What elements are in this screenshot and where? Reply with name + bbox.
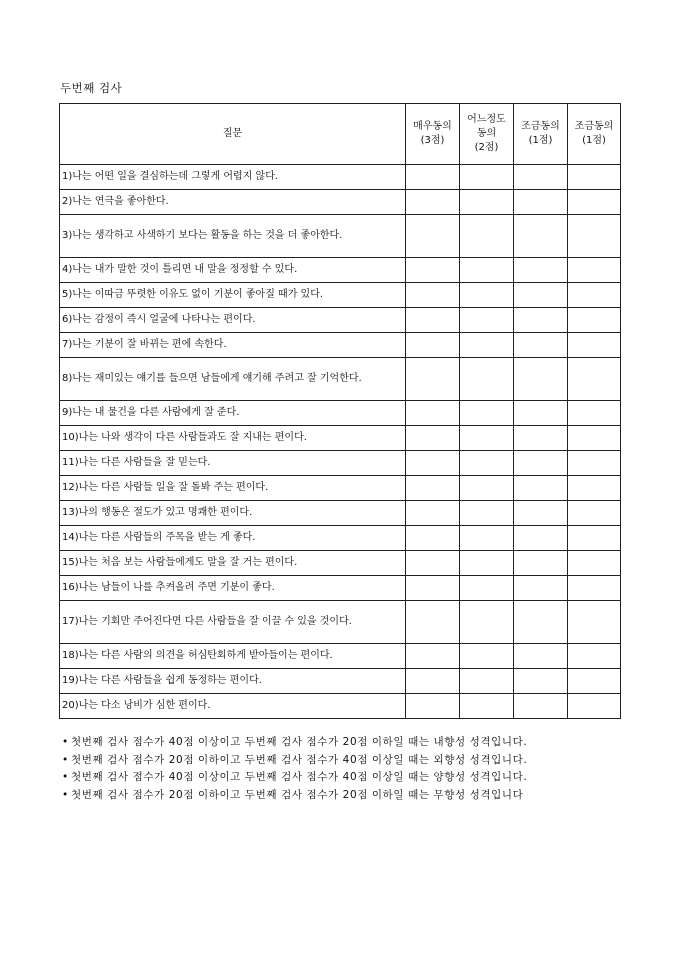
answer-cell-strongly-agree[interactable] (406, 476, 460, 501)
answer-cell-slightly-agree[interactable] (514, 501, 568, 526)
answer-cell-slightly-agree[interactable] (514, 165, 568, 190)
table-row (60, 476, 621, 501)
question-text: 17)나는 기회만 주어진다면 다른 사람들을 잘 이끌 수 있을 것이다. (60, 601, 406, 644)
question-text: 4)나는 내가 말한 것이 틀리면 내 말을 정정할 수 있다. (60, 258, 406, 283)
answer-cell-slightly-agree[interactable] (514, 333, 568, 358)
answer-cell-slightly-agree-2[interactable] (568, 526, 621, 551)
answer-cell-slightly-agree-2[interactable] (568, 358, 621, 401)
answer-cell-slightly-agree-2[interactable] (568, 501, 621, 526)
answer-cell-strongly-agree[interactable] (406, 526, 460, 551)
answer-cell-somewhat-agree[interactable] (460, 551, 514, 576)
question-text: 1)나는 어떤 일을 결심하는데 그렇게 어렵지 않다. (60, 165, 406, 190)
answer-cell-strongly-agree[interactable] (406, 358, 460, 401)
answer-cell-slightly-agree-2[interactable] (568, 669, 621, 694)
table-row (60, 190, 621, 215)
answer-cell-slightly-agree[interactable] (514, 476, 568, 501)
option-label: 조금동의 (574, 121, 614, 132)
answer-cell-somewhat-agree[interactable] (460, 358, 514, 401)
answer-cell-somewhat-agree[interactable] (460, 501, 514, 526)
question-text: 5)나는 이따금 뚜렷한 이유도 없이 기분이 좋아질 때가 있다. (60, 283, 406, 308)
answer-cell-slightly-agree-2[interactable] (568, 576, 621, 601)
option-label: 조금동의 (521, 121, 560, 132)
answer-cell-slightly-agree-2[interactable] (568, 551, 621, 576)
answer-cell-somewhat-agree[interactable] (460, 215, 514, 258)
option-points: (1점) (582, 135, 606, 146)
table-row (60, 576, 621, 601)
option-header-strongly-agree (406, 104, 460, 165)
answer-cell-slightly-agree-2[interactable] (568, 644, 621, 669)
answer-cell-slightly-agree-2[interactable] (568, 601, 621, 644)
answer-cell-slightly-agree-2[interactable] (568, 283, 621, 308)
answer-cell-slightly-agree[interactable] (514, 258, 568, 283)
table-row (60, 358, 621, 401)
option-label: 어느정도 동의 (467, 114, 506, 139)
answer-cell-slightly-agree-2[interactable] (568, 476, 621, 501)
question-text: 7)나는 기분이 잘 바뀌는 편에 속한다. (60, 333, 406, 358)
question-text: 14)나는 다른 사람들의 주목을 받는 게 좋다. (60, 526, 406, 551)
answer-cell-somewhat-agree[interactable] (460, 426, 514, 451)
question-text: 19)나는 다른 사람들을 쉽게 동정하는 편이다. (60, 669, 406, 694)
answer-cell-strongly-agree[interactable] (406, 669, 460, 694)
table-row (60, 165, 621, 190)
question-text: 15)나는 처음 보는 사람들에게도 말을 잘 거는 편이다. (60, 551, 406, 576)
answer-cell-somewhat-agree[interactable] (460, 601, 514, 644)
question-text: 2)나는 연극을 좋아한다. (60, 190, 406, 215)
answer-cell-slightly-agree[interactable] (514, 669, 568, 694)
answer-cell-strongly-agree[interactable] (406, 576, 460, 601)
table-row (60, 501, 621, 526)
bullet-icon: • (62, 788, 69, 801)
table-row (60, 551, 621, 576)
question-text: 12)나는 다른 사람들 일을 잘 돌봐 주는 편이다. (60, 476, 406, 501)
table-row (60, 308, 621, 333)
answer-cell-strongly-agree[interactable] (406, 308, 460, 333)
answer-cell-slightly-agree[interactable] (514, 551, 568, 576)
answer-cell-strongly-agree[interactable] (406, 694, 460, 719)
table-row (60, 258, 621, 283)
answer-cell-slightly-agree[interactable] (514, 308, 568, 333)
answer-cell-somewhat-agree[interactable] (460, 401, 514, 426)
answer-cell-slightly-agree[interactable] (514, 426, 568, 451)
answer-cell-slightly-agree[interactable] (514, 694, 568, 719)
answer-cell-strongly-agree[interactable] (406, 426, 460, 451)
table-row (60, 644, 621, 669)
answer-cell-somewhat-agree[interactable] (460, 333, 514, 358)
answer-cell-somewhat-agree[interactable] (460, 476, 514, 501)
answer-cell-slightly-agree[interactable] (514, 526, 568, 551)
answer-cell-slightly-agree-2[interactable] (568, 694, 621, 719)
answer-cell-slightly-agree-2[interactable] (568, 190, 621, 215)
answer-cell-strongly-agree[interactable] (406, 601, 460, 644)
questionnaire-table (59, 103, 621, 719)
answer-cell-slightly-agree[interactable] (514, 451, 568, 476)
question-text: 3)나는 생각하고 사색하기 보다는 활동을 하는 것을 더 좋아한다. (60, 215, 406, 258)
bullet-icon: • (62, 771, 69, 783)
table-row (60, 601, 621, 644)
answer-cell-somewhat-agree[interactable] (460, 283, 514, 308)
answer-cell-slightly-agree-2[interactable] (568, 451, 621, 476)
answer-cell-strongly-agree[interactable] (406, 333, 460, 358)
question-text: 10)나는 나와 생각이 다른 사람들과도 잘 지내는 편이다. (60, 426, 406, 451)
option-points: (1점) (528, 135, 553, 146)
answer-cell-slightly-agree-2[interactable] (568, 215, 621, 258)
answer-cell-slightly-agree-2[interactable] (568, 308, 621, 333)
table-row (60, 401, 621, 426)
answer-cell-strongly-agree[interactable] (406, 551, 460, 576)
table-row (60, 333, 621, 358)
table-row (60, 694, 621, 719)
answer-cell-strongly-agree[interactable] (406, 215, 460, 258)
answer-cell-slightly-agree[interactable] (514, 644, 568, 669)
question-list (60, 165, 621, 719)
answer-cell-somewhat-agree[interactable] (460, 526, 514, 551)
answer-cell-somewhat-agree[interactable] (460, 165, 514, 190)
option-points: (3점) (420, 135, 445, 146)
answer-cell-somewhat-agree[interactable] (460, 258, 514, 283)
option-label: 매우동의 (413, 121, 452, 132)
answer-cell-strongly-agree[interactable] (406, 258, 460, 283)
answer-cell-somewhat-agree[interactable] (460, 308, 514, 333)
option-header-somewhat-agree (460, 104, 514, 165)
table-row (60, 669, 621, 694)
table-row (60, 526, 621, 551)
answer-cell-slightly-agree[interactable] (514, 401, 568, 426)
answer-cell-strongly-agree[interactable] (406, 501, 460, 526)
answer-cell-somewhat-agree[interactable] (460, 644, 514, 669)
bullet-icon: • (62, 753, 69, 766)
answer-cell-strongly-agree[interactable] (406, 644, 460, 669)
option-points: (2점) (474, 142, 499, 153)
answer-cell-strongly-agree[interactable] (406, 401, 460, 426)
answer-cell-slightly-agree[interactable] (514, 283, 568, 308)
answer-cell-somewhat-agree[interactable] (460, 451, 514, 476)
answer-cell-strongly-agree[interactable] (406, 283, 460, 308)
note-extrovert (62, 752, 527, 770)
answer-cell-slightly-agree[interactable] (514, 215, 568, 258)
page-title: 두번째 검사 (60, 81, 123, 95)
note-introvert (62, 734, 527, 752)
answer-cell-slightly-agree-2[interactable] (568, 426, 621, 451)
table-row (60, 215, 621, 258)
answer-cell-strongly-agree[interactable] (406, 190, 460, 215)
question-column-header: 질문 (60, 104, 406, 165)
answer-cell-strongly-agree[interactable] (406, 165, 460, 190)
note-text: 첫번째 검사 점수가 20점 이하이고 두번째 검사 점수가 20점 이하일 때는 무향성 성격입니다 (71, 788, 524, 801)
answer-cell-slightly-agree-2[interactable] (568, 333, 621, 358)
question-text: 8)나는 재미있는 얘기를 들으면 남들에게 얘기해 주려고 잘 기억한다. (60, 358, 406, 401)
question-text: 9)나는 내 물건을 다른 사람에게 잘 준다. (60, 401, 406, 426)
answer-cell-somewhat-agree[interactable] (460, 669, 514, 694)
table-row (60, 451, 621, 476)
answer-cell-strongly-agree[interactable] (406, 451, 460, 476)
note-ambivert (62, 769, 527, 787)
note-text: 첫번째 검사 점수가 20점 이하이고 두번째 검사 점수가 40점 이상일 때는 외향성 성격입니다. (71, 753, 528, 766)
answer-cell-somewhat-agree[interactable] (460, 576, 514, 601)
answer-cell-slightly-agree-2[interactable] (568, 165, 621, 190)
answer-cell-somewhat-agree[interactable] (460, 190, 514, 215)
answer-cell-slightly-agree-2[interactable] (568, 258, 621, 283)
answer-cell-somewhat-agree[interactable] (460, 694, 514, 719)
option-header-slightly-agree (514, 104, 568, 165)
table-row (60, 283, 621, 308)
note-text: 첫번째 검사 점수가 40점 이상이고 두번째 검사 점수가 40점 이상일 때는 양향성 성격입니다. (71, 771, 528, 783)
answer-cell-slightly-agree[interactable] (514, 576, 568, 601)
answer-cell-slightly-agree[interactable] (514, 190, 568, 215)
answer-cell-slightly-agree[interactable] (514, 358, 568, 401)
option-header-slightly-agree-2 (568, 104, 621, 165)
table-header-row (60, 104, 621, 165)
bullet-icon: • (62, 736, 69, 748)
table-row (60, 426, 621, 451)
question-text: 6)나는 감정이 즉시 얼굴에 나타나는 편이다. (60, 308, 406, 333)
result-notes (62, 734, 527, 804)
answer-cell-slightly-agree-2[interactable] (568, 401, 621, 426)
question-text: 16)나는 남들이 나를 추켜올려 주면 기분이 좋다. (60, 576, 406, 601)
note-neither (62, 787, 527, 805)
question-text: 11)나는 다른 사람들을 잘 믿는다. (60, 451, 406, 476)
note-text: 첫번째 검사 점수가 40점 이상이고 두번째 검사 점수가 20점 이하일 때는 내향성 성격입니다. (71, 736, 528, 748)
question-text: 18)나는 다른 사람의 의견을 허심탄회하게 받아들이는 편이다. (60, 644, 406, 669)
question-text: 20)나는 다소 낭비가 심한 편이다. (60, 694, 406, 719)
question-text: 13)나의 행동은 절도가 있고 명쾌한 편이다. (60, 501, 406, 526)
answer-cell-slightly-agree[interactable] (514, 601, 568, 644)
